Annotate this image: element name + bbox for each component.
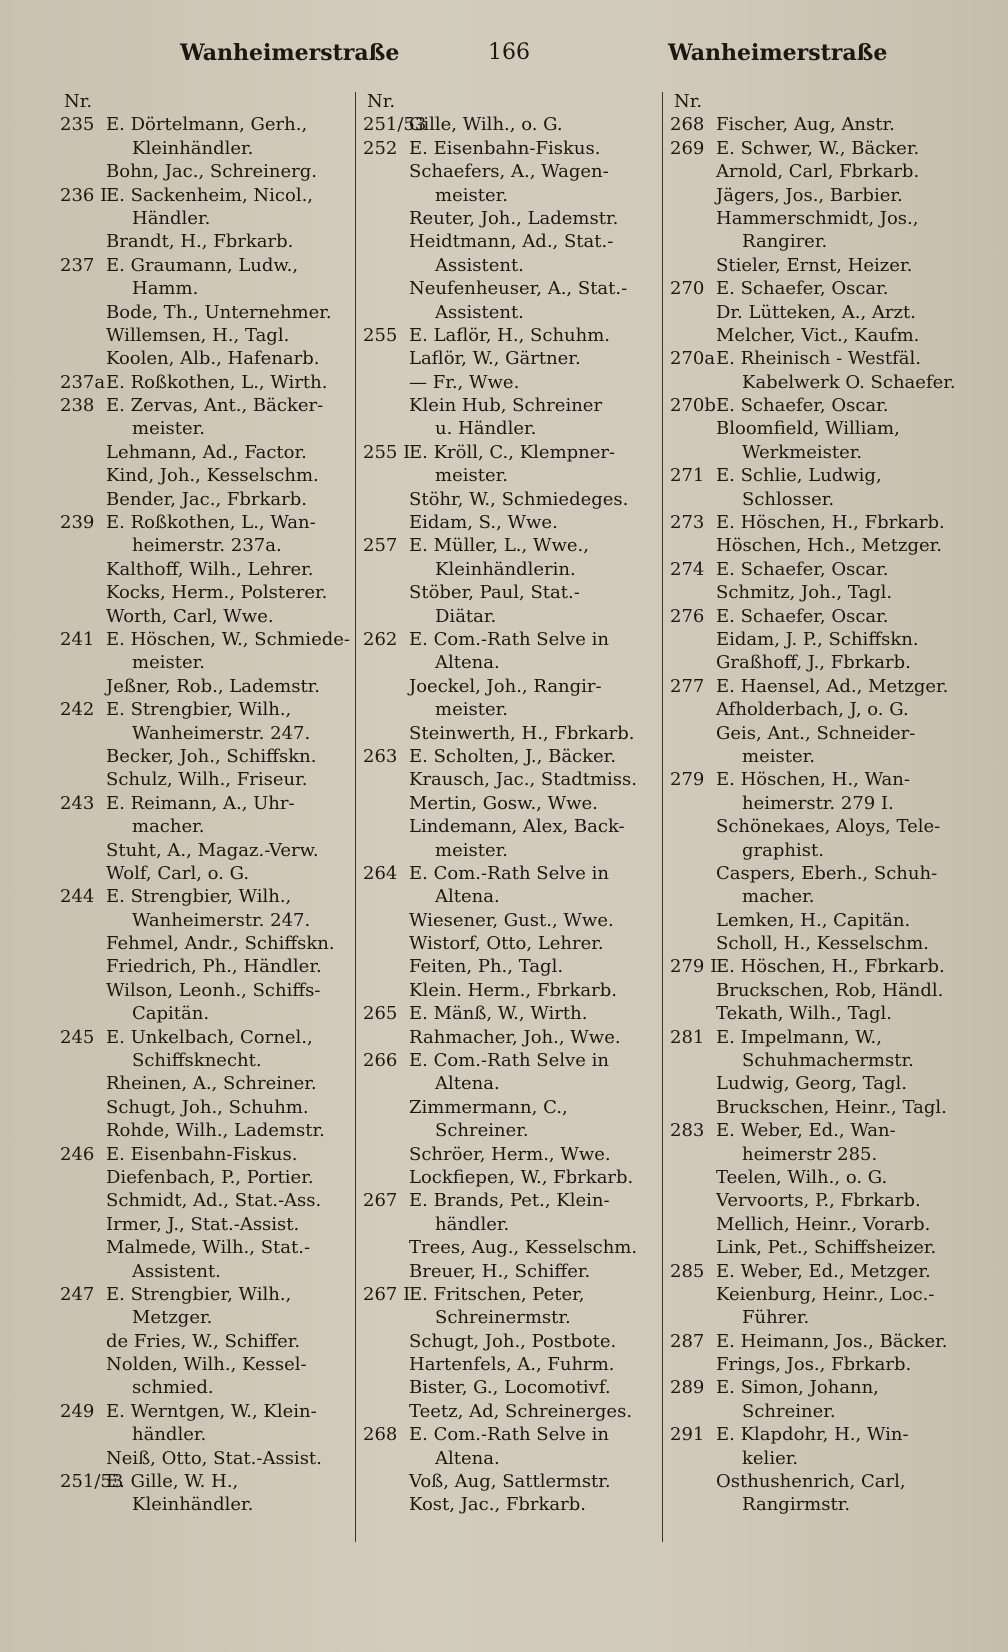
house-number: 285	[670, 1260, 705, 1282]
resident-entry: — Fr., Wwe.	[409, 371, 520, 393]
resident-entry: E. Schlie, Ludwig,	[716, 465, 882, 487]
resident-entry: Schmidt, Ad., Stat.-Ass.	[106, 1190, 322, 1212]
resident-entry: Neufenheuser, A., Stat.-	[409, 278, 628, 300]
house-number: 264	[363, 862, 398, 884]
house-entry	[363, 1189, 653, 1212]
house-entry	[670, 1376, 965, 1399]
resident-entry: Lockfiepen, W., Fbrkarb.	[409, 1166, 634, 1188]
house-number: 267	[363, 1190, 398, 1212]
resident-entry: Link, Pet., Schiffsheizer.	[716, 1237, 937, 1259]
entry-continuation: händler.	[132, 1424, 207, 1446]
house-number: 255 I	[363, 441, 411, 463]
resident-entry: E. Schaefer, Oscar.	[716, 605, 889, 627]
resident-entry: Irmer, J., Stat.-Assist.	[106, 1213, 300, 1235]
resident-entry: Jeßner, Rob., Lademstr.	[106, 675, 321, 697]
resident-entry: Brandt, H., Fbrkarb.	[106, 231, 294, 253]
house-entry	[363, 745, 653, 768]
entry-continuation: Capitän.	[132, 1003, 210, 1025]
resident-entry: E. Laflör, H., Schuhm.	[409, 324, 611, 346]
resident-entry: E. Gille, W. H.,	[106, 1471, 239, 1493]
resident-entry: E. Mänß, W., Wirth.	[409, 1003, 588, 1025]
resident-entry: Schaefers, A., Wagen-	[409, 161, 609, 183]
resident-entry: Bohn, Jac., Schreinerg.	[106, 161, 317, 183]
resident-entry: E. Fritschen, Peter,	[409, 1283, 585, 1305]
resident-entry: Trees, Aug., Kesselschm.	[409, 1237, 638, 1259]
entry-continuation: Wanheimerstr. 247.	[132, 722, 311, 744]
resident-entry: Keienburg, Heinr., Loc.-	[716, 1283, 935, 1305]
house-number: 262	[363, 628, 398, 650]
entry-continuation: meister.	[435, 699, 508, 721]
house-number: 245	[60, 1026, 95, 1048]
resident-entry: Bender, Jac., Fbrkarb.	[106, 488, 308, 510]
resident-entry: Osthushenrich, Carl,	[716, 1471, 906, 1493]
resident-entry: Eidam, S., Wwe.	[409, 512, 558, 534]
resident-entry: Bode, Th., Unternehmer.	[106, 301, 332, 323]
entry-continuation: heimerstr. 279 I.	[742, 792, 894, 814]
house-number: 251/53	[363, 114, 427, 136]
resident-entry: Teetz, Ad, Schreinerges.	[409, 1400, 633, 1422]
house-number: 257	[363, 535, 398, 557]
resident-entry: Koolen, Alb., Hafenarb.	[106, 348, 320, 370]
resident-entry: Gille, Wilh., o. G.	[409, 114, 563, 136]
resident-entry: Klein Hub, Schreiner	[409, 395, 603, 417]
entry-continuation: Rangirmstr.	[742, 1494, 851, 1516]
entry-continuation: Altena.	[435, 1073, 500, 1095]
resident-entry: Bloomfield, William,	[716, 418, 900, 440]
house-number: 237	[60, 254, 95, 276]
house-entry	[670, 558, 965, 581]
resident-entry: Eidam, J. P., Schiffskn.	[716, 628, 919, 650]
house-entry	[363, 1002, 653, 1025]
house-entry	[60, 113, 350, 136]
resident-entry: E. Dörtelmann, Gerh.,	[106, 114, 308, 136]
house-number: 273	[670, 512, 705, 534]
resident-entry: E. Eisenbahn-Fiskus.	[106, 1143, 298, 1165]
resident-entry: E. Haensel, Ad., Metzger.	[716, 675, 949, 697]
house-number: 270a	[670, 348, 716, 370]
resident-entry: de Fries, W., Schiffer.	[106, 1330, 301, 1352]
resident-entry: Diefenbach, P., Portier.	[106, 1166, 314, 1188]
resident-entry: Rheinen, A., Schreiner.	[106, 1073, 317, 1095]
entry-continuation: macher.	[132, 816, 205, 838]
house-number: 268	[670, 114, 705, 136]
house-number: 289	[670, 1377, 705, 1399]
resident-entry: Willemsen, H., Tagl.	[106, 324, 290, 346]
resident-entry: E. Strengbier, Wilh.,	[106, 886, 292, 908]
house-entry	[363, 1283, 653, 1306]
resident-entry: E. Höschen, W., Schmiede-	[106, 628, 350, 650]
house-entry	[60, 885, 350, 908]
house-number: 243	[60, 792, 95, 814]
house-entry	[670, 1026, 965, 1049]
running-head-right: Wanheimerstraße	[668, 40, 888, 66]
entry-continuation: graphist.	[742, 839, 824, 861]
entry-continuation: Schreiner.	[435, 1120, 529, 1142]
resident-entry: E. Werntgen, W., Klein-	[106, 1400, 317, 1422]
entry-continuation: Wanheimerstr. 247.	[132, 909, 311, 931]
resident-entry: E. Simon, Johann,	[716, 1377, 879, 1399]
resident-entry: Worth, Carl, Wwe.	[106, 605, 274, 627]
house-entry	[670, 394, 965, 417]
entry-continuation: Händler.	[132, 207, 211, 229]
resident-entry: Rahmacher, Joh., Wwe.	[409, 1026, 621, 1048]
house-number: 239	[60, 512, 95, 534]
resident-entry: E. Höschen, H., Fbrkarb.	[716, 512, 945, 534]
house-number: 255	[363, 324, 398, 346]
column-divider	[355, 92, 356, 1542]
resident-entry: E. Schaefer, Oscar.	[716, 558, 889, 580]
resident-entry: E. Strengbier, Wilh.,	[106, 1283, 292, 1305]
house-entry	[670, 1119, 965, 1142]
house-entry	[60, 1470, 350, 1493]
house-entry	[60, 254, 350, 277]
entry-continuation: macher.	[742, 886, 815, 908]
resident-entry: E. Müller, L., Wwe.,	[409, 535, 589, 557]
house-number: 246	[60, 1143, 95, 1165]
house-number: 249	[60, 1400, 95, 1422]
resident-entry: E. Kröll, C., Klempner-	[409, 441, 616, 463]
resident-entry: E. Com.-Rath Selve in	[409, 1424, 609, 1446]
resident-entry: E. Eisenbahn-Fiskus.	[409, 137, 601, 159]
resident-entry: E. Rheinisch - Westfäl.	[716, 348, 921, 370]
column-nr-label: Nr.	[674, 91, 703, 112]
house-number: 266	[363, 1050, 398, 1072]
house-entry	[60, 394, 350, 417]
entry-continuation: Hamm.	[132, 278, 199, 300]
house-number: 291	[670, 1424, 705, 1446]
resident-entry: Schugt, Joh., Schuhm.	[106, 1096, 309, 1118]
house-entry	[670, 277, 965, 300]
resident-entry: Breuer, H., Schiffer.	[409, 1260, 591, 1282]
resident-entry: Stöhr, W., Schmiedeges.	[409, 488, 629, 510]
house-entry	[670, 1330, 965, 1353]
resident-entry: Stöber, Paul, Stat.-	[409, 582, 580, 604]
resident-entry: Lemken, H., Capitän.	[716, 909, 911, 931]
resident-entry: Becker, Joh., Schiffskn.	[106, 745, 317, 767]
resident-entry: Lindemann, Alex, Back-	[409, 816, 625, 838]
entry-continuation: Assistent.	[435, 254, 524, 276]
resident-entry: Mertin, Gosw., Wwe.	[409, 792, 598, 814]
column-3	[670, 90, 965, 1517]
resident-entry: Kost, Jac., Fbrkarb.	[409, 1494, 587, 1516]
house-entry	[363, 1049, 653, 1072]
house-number: 269	[670, 137, 705, 159]
resident-entry: E. Höschen, H., Fbrkarb.	[716, 956, 945, 978]
resident-entry: E. Schaefer, Oscar.	[716, 278, 889, 300]
resident-entry: Schulz, Wilh., Friseur.	[106, 769, 308, 791]
house-entry	[60, 1026, 350, 1049]
column-2	[363, 90, 653, 1517]
house-entry	[363, 137, 653, 160]
entry-continuation: Schiffsknecht.	[132, 1050, 262, 1072]
resident-entry: E. Sackenheim, Nicol.,	[106, 184, 314, 206]
house-entry	[60, 184, 350, 207]
entry-continuation: meister.	[742, 745, 815, 767]
resident-entry: Rohde, Wilh., Lademstr.	[106, 1120, 325, 1142]
resident-entry: Melcher, Vict., Kaufm.	[716, 324, 920, 346]
entry-continuation: u. Händler.	[435, 418, 537, 440]
entry-continuation: Führer.	[742, 1307, 810, 1329]
entry-continuation: Kleinhändlerin.	[435, 558, 576, 580]
resident-entry: Laflör, W., Gärtner.	[409, 348, 581, 370]
entry-continuation: Schreinermstr.	[435, 1307, 571, 1329]
resident-entry: Mellich, Heinr., Vorarb.	[716, 1213, 931, 1235]
resident-entry: Friedrich, Ph., Händler.	[106, 956, 322, 978]
house-entry	[60, 1143, 350, 1166]
house-entry	[670, 955, 965, 978]
house-number: 241	[60, 628, 95, 650]
resident-entry: Stieler, Ernst, Heizer.	[716, 254, 913, 276]
resident-entry: Vervoorts, P., Fbrkarb.	[716, 1190, 921, 1212]
resident-entry: Feiten, Ph., Tagl.	[409, 956, 564, 978]
entry-continuation: Kabelwerk O. Schaefer.	[742, 371, 956, 393]
resident-entry: Kocks, Herm., Polsterer.	[106, 582, 328, 604]
house-number: 279	[670, 769, 705, 791]
page-header	[0, 40, 1008, 74]
house-number: 252	[363, 137, 398, 159]
house-entry	[670, 605, 965, 628]
house-entry	[363, 441, 653, 464]
resident-entry: Malmede, Wilh., Stat.-	[106, 1237, 311, 1259]
resident-entry: Frings, Jos., Fbrkarb.	[716, 1354, 912, 1376]
house-entry	[670, 1423, 965, 1446]
resident-entry: E. Zervas, Ant., Bäcker-	[106, 395, 324, 417]
column-divider	[662, 92, 663, 1542]
resident-entry: Voß, Aug, Sattlermstr.	[409, 1471, 611, 1493]
resident-entry: Schröer, Herm., Wwe.	[409, 1143, 611, 1165]
entry-continuation: meister.	[132, 652, 205, 674]
house-number: 242	[60, 699, 95, 721]
house-entry	[60, 792, 350, 815]
house-entry	[60, 698, 350, 721]
house-entry	[60, 628, 350, 651]
page-number: 166	[488, 40, 530, 65]
entry-continuation: meister.	[132, 418, 205, 440]
resident-entry: E. Schaefer, Oscar.	[716, 395, 889, 417]
house-entry	[670, 511, 965, 534]
entry-continuation: kelier.	[742, 1447, 799, 1469]
resident-entry: Ludwig, Georg, Tagl.	[716, 1073, 907, 1095]
house-entry	[363, 862, 653, 885]
resident-entry: Steinwerth, H., Fbrkarb.	[409, 722, 635, 744]
resident-entry: Lehmann, Ad., Factor.	[106, 441, 307, 463]
entry-continuation: Metzger.	[132, 1307, 213, 1329]
resident-entry: Wilson, Leonh., Schiffs-	[106, 979, 321, 1001]
house-number: 279 I	[670, 956, 718, 978]
resident-entry: Graßhoff, J., Fbrkarb.	[716, 652, 911, 674]
house-number: 287	[670, 1330, 705, 1352]
resident-entry: Bister, G., Locomotivf.	[409, 1377, 611, 1399]
resident-entry: Dr. Lütteken, A., Arzt.	[716, 301, 916, 323]
entry-continuation: Kleinhändler.	[132, 137, 254, 159]
column-nr-label: Nr.	[64, 91, 93, 112]
house-number: 274	[670, 558, 705, 580]
entry-continuation: Assistent.	[132, 1260, 221, 1282]
resident-entry: Krausch, Jac., Stadtmiss.	[409, 769, 637, 791]
house-entry	[363, 1423, 653, 1446]
resident-entry: Afholderbach, J, o. G.	[716, 699, 909, 721]
house-entry	[60, 1400, 350, 1423]
resident-entry: E. Reimann, A., Uhr-	[106, 792, 295, 814]
house-entry	[670, 347, 965, 370]
house-number: 276	[670, 605, 705, 627]
resident-entry: Arnold, Carl, Fbrkarb.	[716, 161, 920, 183]
column-1	[60, 90, 350, 1517]
resident-entry: E. Schwer, W., Bäcker.	[716, 137, 920, 159]
entry-continuation: händler.	[435, 1213, 510, 1235]
resident-entry: Schönekaes, Aloys, Tele-	[716, 816, 941, 838]
resident-entry: Wiesener, Gust., Wwe.	[409, 909, 614, 931]
house-number: 265	[363, 1003, 398, 1025]
entry-continuation: Schlosser.	[742, 488, 835, 510]
house-number: 237a	[60, 371, 106, 393]
resident-entry: Jägers, Jos., Barbier.	[716, 184, 903, 206]
house-number: 268	[363, 1424, 398, 1446]
resident-entry: E. Höschen, H., Wan-	[716, 769, 910, 791]
house-number: 270b	[670, 395, 716, 417]
resident-entry: E. Strengbier, Wilh.,	[106, 699, 292, 721]
resident-entry: Höschen, Hch., Metzger.	[716, 535, 942, 557]
entry-continuation: meister.	[435, 465, 508, 487]
entry-continuation: Altena.	[435, 1447, 500, 1469]
resident-entry: E. Com.-Rath Selve in	[409, 1050, 609, 1072]
house-number: 235	[60, 114, 95, 136]
resident-entry: Bruckschen, Rob, Händl.	[716, 979, 944, 1001]
entry-continuation: meister.	[435, 839, 508, 861]
entry-continuation: Schuhmachermstr.	[742, 1050, 914, 1072]
house-number: 271	[670, 465, 705, 487]
entry-continuation: meister.	[435, 184, 508, 206]
resident-entry: E. Weber, Ed., Metzger.	[716, 1260, 931, 1282]
resident-entry: E. Brands, Pet., Klein-	[409, 1190, 610, 1212]
resident-entry: Nolden, Wilh., Kessel-	[106, 1354, 307, 1376]
house-number: 238	[60, 395, 95, 417]
resident-entry: Scholl, H., Kesselschm.	[716, 933, 929, 955]
resident-entry: Schmitz, Joh., Tagl.	[716, 582, 893, 604]
resident-entry: E. Com.-Rath Selve in	[409, 628, 609, 650]
resident-entry: E. Roßkothen, L., Wan-	[106, 512, 316, 534]
resident-entry: Zimmermann, C.,	[409, 1096, 568, 1118]
house-number: 270	[670, 278, 705, 300]
resident-entry: Joeckel, Joh., Rangir-	[409, 675, 602, 697]
house-entry	[670, 113, 965, 136]
resident-entry: Geis, Ant., Schneider-	[716, 722, 916, 744]
resident-entry: Bruckschen, Heinr., Tagl.	[716, 1096, 947, 1118]
resident-entry: Wistorf, Otto, Lehrer.	[409, 933, 604, 955]
resident-entry: E. Klapdohr, H., Win-	[716, 1424, 909, 1446]
resident-entry: Kind, Joh., Kesselschm.	[106, 465, 319, 487]
house-entry	[670, 768, 965, 791]
house-number: 236 I	[60, 184, 108, 206]
house-entry	[670, 1260, 965, 1283]
resident-entry: Kalthoff, Wilh., Lehrer.	[106, 558, 314, 580]
resident-entry: Wolf, Carl, o. G.	[106, 862, 250, 884]
house-entry	[670, 675, 965, 698]
resident-entry: Caspers, Eberh., Schuh-	[716, 862, 938, 884]
house-number: 267 I	[363, 1283, 411, 1305]
resident-entry: E. Weber, Ed., Wan-	[716, 1120, 896, 1142]
resident-entry: E. Heimann, Jos., Bäcker.	[716, 1330, 948, 1352]
resident-entry: E. Impelmann, W.,	[716, 1026, 882, 1048]
entry-continuation: Rangirer.	[742, 231, 828, 253]
resident-entry: E. Roßkothen, L., Wirth.	[106, 371, 328, 393]
resident-entry: E. Unkelbach, Cornel.,	[106, 1026, 313, 1048]
resident-entry: Teelen, Wilh., o. G.	[716, 1166, 888, 1188]
house-number: 244	[60, 886, 95, 908]
entry-continuation: Kleinhändler.	[132, 1494, 254, 1516]
resident-entry: Klein. Herm., Fbrkarb.	[409, 979, 617, 1001]
house-number: 247	[60, 1283, 95, 1305]
resident-entry: Fischer, Aug, Anstr.	[716, 114, 895, 136]
running-head-left: Wanheimerstraße	[180, 40, 400, 66]
entry-continuation: heimerstr. 237a.	[132, 535, 282, 557]
resident-entry: Hartenfels, A., Fuhrm.	[409, 1354, 615, 1376]
entry-continuation: schmied.	[132, 1377, 214, 1399]
house-entry	[363, 534, 653, 557]
house-entry	[670, 137, 965, 160]
entry-continuation: Diätar.	[435, 605, 497, 627]
column-nr-label: Nr.	[367, 91, 396, 112]
resident-entry: Hammerschmidt, Jos.,	[716, 207, 919, 229]
resident-entry: Stuht, A., Magaz.-Verw.	[106, 839, 319, 861]
resident-entry: E. Graumann, Ludw.,	[106, 254, 299, 276]
house-entry	[60, 1283, 350, 1306]
house-number: 283	[670, 1120, 705, 1142]
entry-continuation: Altena.	[435, 886, 500, 908]
resident-entry: Reuter, Joh., Lademstr.	[409, 207, 619, 229]
resident-entry: Tekath, Wilh., Tagl.	[716, 1003, 892, 1025]
house-entry	[363, 324, 653, 347]
resident-entry: Heidtmann, Ad., Stat.-	[409, 231, 614, 253]
entry-continuation: Werkmeister.	[742, 441, 863, 463]
entry-continuation: heimerstr 285.	[742, 1143, 878, 1165]
house-entry	[363, 628, 653, 651]
house-number: 277	[670, 675, 705, 697]
entry-continuation: Assistent.	[435, 301, 524, 323]
house-entry	[670, 464, 965, 487]
resident-entry: E. Scholten, J., Bäcker.	[409, 745, 617, 767]
house-number: 263	[363, 745, 398, 767]
house-number: 281	[670, 1026, 705, 1048]
resident-entry: Schugt, Joh., Postbote.	[409, 1330, 617, 1352]
resident-entry: E. Com.-Rath Selve in	[409, 862, 609, 884]
resident-entry: Neiß, Otto, Stat.-Assist.	[106, 1447, 322, 1469]
house-number: 251/53	[60, 1471, 124, 1493]
house-entry	[60, 511, 350, 534]
entry-continuation: Altena.	[435, 652, 500, 674]
house-entry	[60, 371, 350, 394]
entry-continuation: Schreiner.	[742, 1400, 836, 1422]
resident-entry: Fehmel, Andr., Schiffskn.	[106, 933, 335, 955]
house-entry	[363, 113, 653, 136]
